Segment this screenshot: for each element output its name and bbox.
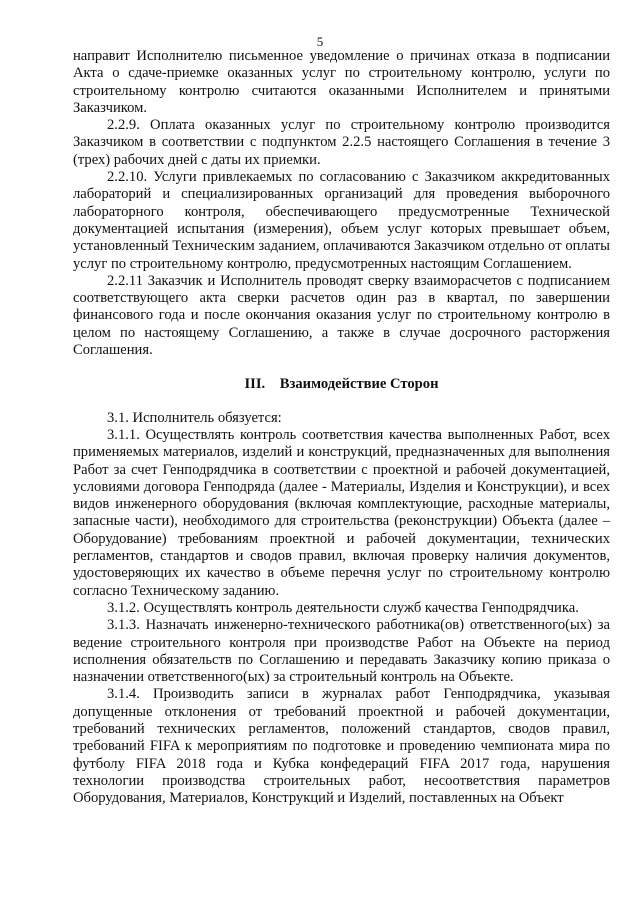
paragraph-3-1: 3.1. Исполнитель обязуется:	[107, 409, 282, 426]
paragraph-2-2-11: 2.2.11 Заказчик и Исполнитель проводят сверку взаиморасчетов с подписанием соответствующего акта сверки расчетов один раз в квартал, по завершении финансового года и после окончания оказания услуг по строительному контролю в целом по настоящему Соглашению, а также в случае досрочного расторжения Соглашения.	[73, 272, 610, 359]
paragraph-3-1-3: 3.1.3. Назначать инженерно-технического работника(ов) ответственного(ых) за ведение строительного контроля при производстве Работ на Объекте на период исполнения обязательств по Соглашению и передавать Заказчику копию приказа о назначении ответственного(ых) за строительный контроль на Объекте.	[73, 617, 610, 686]
paragraph-acceptance-refusal: направит Исполнителю письменное уведомление о причинах отказа в подписании Акта о сдаче-приемке оказанных услуг по строительному контролю, услуги по строительному контролю считаются оказанными Исполнителем и принятыми Заказчиком.	[73, 48, 610, 116]
page-number: 5	[316, 34, 324, 49]
section-heading: III. Взаимодействие Сторон	[244, 376, 439, 393]
paragraph-2-2-10: 2.2.10. Услуги привлекаемых по согласованию с Заказчиком аккредитованных лабораторий и специализированных организаций для проведения выборочного лабораторного контроля, обеспечивающего предусмотренные Технической документацией испытания (измерения), объем услуг которых превышает объем, установленный Техническим заданием, оплачиваются Заказчиком отдельно от оплаты услуг по строительному контролю, предусмотренных настоящим Соглашением.	[73, 169, 610, 272]
document-body	[73, 48, 610, 807]
paragraph-3-1-1: 3.1.1. Осуществлять контроль соответствия качества выполненных Работ, всех применяемых материалов, изделий и конструкций, предназначенных для выполнения Работ за счет Генподрядчика в соответствии с проектной и рабочей документацией, условиями договора Генподряда (далее - Материалы, Изделия и Конструкции), и всех видов инженерного оборудования (включая комплектующие, расходные материалы, запасные части), необходимого для строительства (реконструкции) Объекта (далее – Оборудование) требованиям проектной и рабочей документации, технических регламентов, стандартов и сводов правил, включая проверку наличия документов, удостоверяющих их качество в объеме перечня услуг по строительному контролю согласно Техническому заданию.	[73, 426, 610, 599]
paragraph-3-1-2: 3.1.2. Осуществлять контроль деятельности служб качества Генподрядчика.	[107, 599, 579, 616]
paragraph-3-1-4: 3.1.4. Производить записи в журналах работ Генподрядчика, указывая допущенные отклонения от требований проектной и рабочей документации, требований технических регламентов, положений стандартов, сводов правил, требований FIFA к мероприятиям по подготовке и проведению чемпионата мира по футболу FIFA 2018 года и Кубка конфедераций FIFA 2017 года, нарушения технологии производства строительных работ, несоответствия параметров Оборудования, Материалов, Конструкций и Изделий, поставленных на Объект	[73, 686, 610, 807]
paragraph-2-2-9: 2.2.9. Оплата оказанных услуг по строительному контролю производится Заказчиком в соответствии с подпунктом 2.2.5 настоящего Соглашения в течение 3 (трех) рабочих дней с даты их приемки.	[73, 117, 610, 168]
